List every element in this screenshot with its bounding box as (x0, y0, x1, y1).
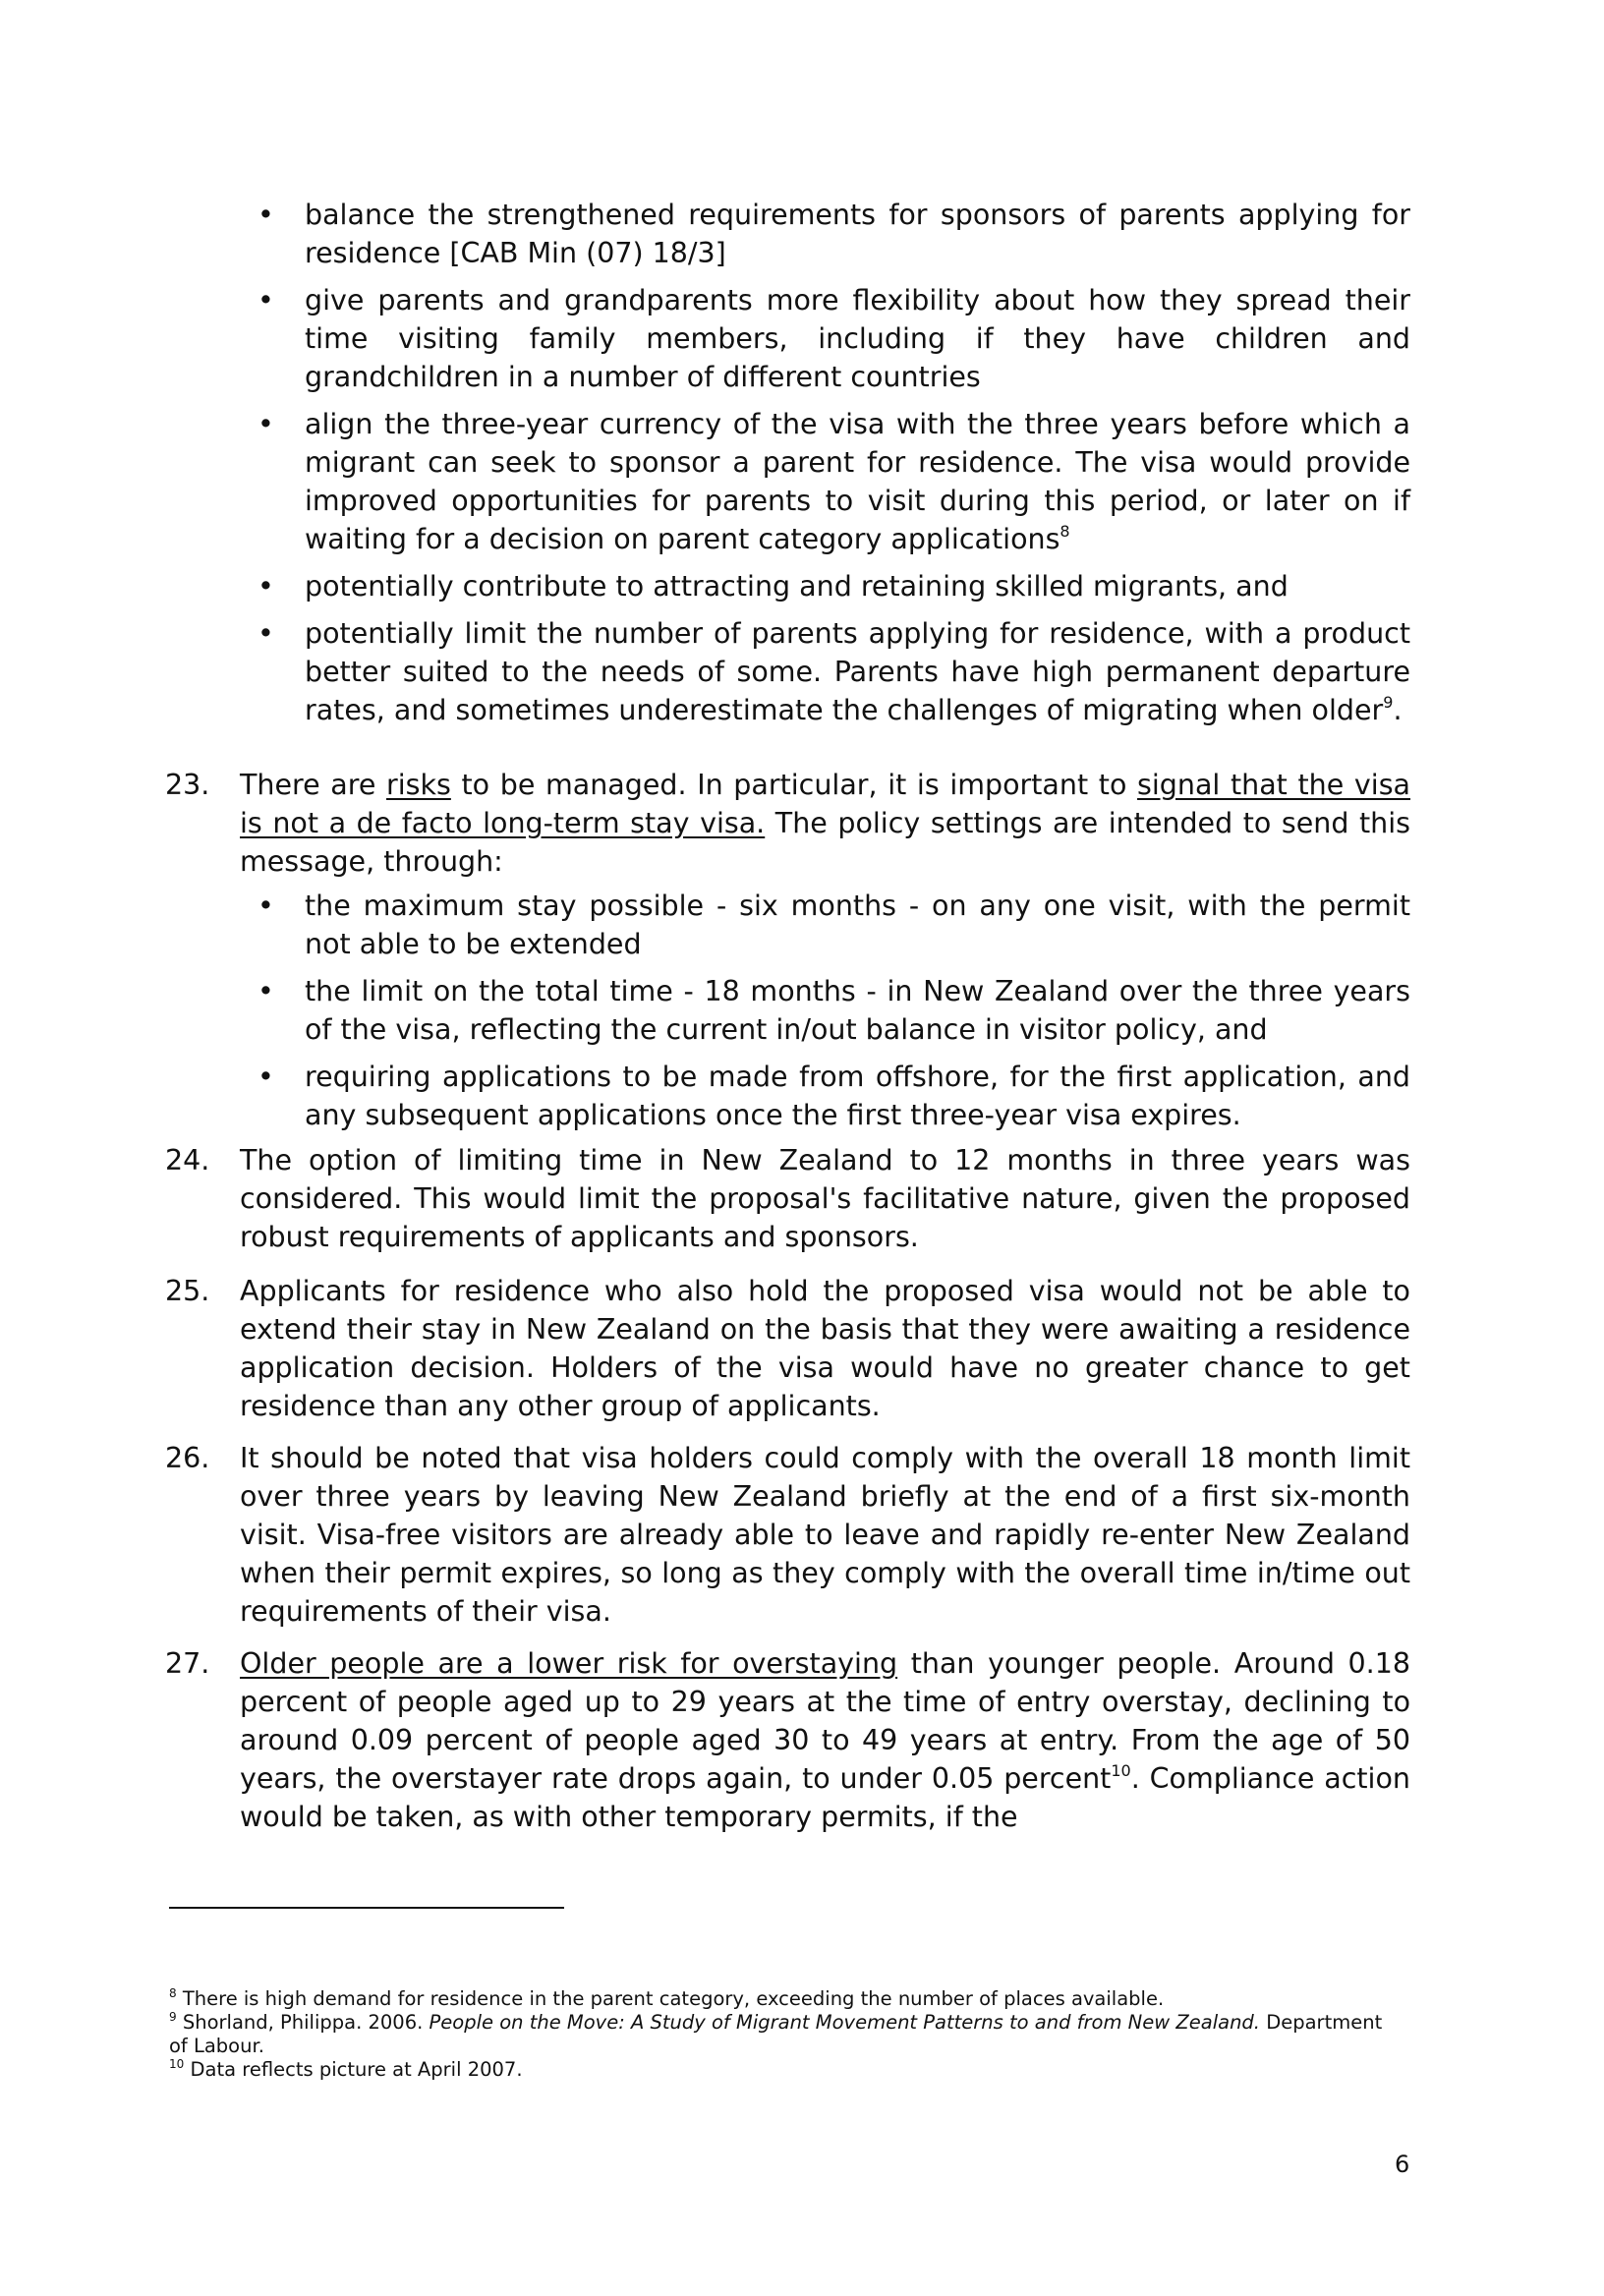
footnote-text: There is high demand for residence in the parent category, exceeding the number of places available. (176, 1987, 1165, 2010)
footnote-text: Shorland, Philippa. 2006. (176, 2011, 430, 2034)
bullet-icon: • (258, 199, 274, 231)
paragraph-26 (165, 1439, 1410, 1631)
paragraph-text: Applicants for residence who also hold the proposed visa would not be able to extend their stay in New Zealand on the basis that they were awaiting a residence application decision. Holders of the visa would have no greater chance to get residence than any other group of applicants. (240, 1275, 1410, 1422)
text-run: to be managed. In particular, it is important to (450, 769, 1138, 801)
footnote-number: 8 (169, 1986, 177, 2000)
footnotes (169, 1987, 1398, 2082)
page-number: 6 (1395, 2151, 1410, 2178)
paragraph-25 (165, 1272, 1410, 1425)
citation-title: People on the Move: A Study of Migrant Movement Patterns to and from New Zealand. (429, 2011, 1261, 2034)
footnote-text: Department of Labour. (169, 2011, 1383, 2057)
list-item-text: potentially limit the number of parents applying for residence, with a product better suited to the needs of some. Parents have high permanent departure rates, and sometimes underestimate the challenges of migrating when older (305, 617, 1410, 726)
paragraph-number: 23. (165, 769, 210, 801)
bullet-icon: • (258, 1061, 274, 1093)
list-item (258, 567, 1410, 605)
list-item (258, 1058, 1410, 1134)
footnote-number: 9 (169, 2010, 177, 2024)
footnote-number: 10 (169, 2057, 185, 2071)
footnote-ref[interactable]: 9 (1383, 693, 1394, 712)
list-item-text: give parents and grandparents more flexibility about how they spread their time visiting family members, including if they have children and grandchildren in a number of different countries (305, 284, 1410, 393)
bullet-icon: • (258, 617, 274, 650)
punctuation: . (1393, 694, 1403, 726)
list-item (258, 887, 1410, 963)
list-item-text: align the three-year currency of the visa with the three years before which a migrant can seek to sponsor a parent for residence. The visa would provide improved opportunities for parents to visit during this period, or later on if waiting for a decision on parent category applications (305, 408, 1410, 555)
text-run: than younger people. Around 0.18 percent of people aged up to 29 years at the time of entry overstay, declining to around 0.09 percent of people aged 30 to 49 years at entry. From the age of 50 years, the overstayer rate drops again, to under 0.05 percent (240, 1647, 1410, 1795)
text-run: The policy settings are intended to send this message, through: (240, 807, 1410, 878)
footnote-10 (169, 2058, 1398, 2082)
list-item (258, 972, 1410, 1049)
bullet-icon: • (258, 570, 274, 603)
list-item-text: balance the strengthened requirements for sponsors of parents applying for residence [CAB Min (07) 18/3] (305, 199, 1410, 269)
bullet-icon: • (258, 975, 274, 1007)
footnote-9 (169, 2011, 1398, 2058)
paragraph-number: 25. (165, 1275, 210, 1307)
text-run: . Compliance action would be taken, as with other temporary permits, if the (240, 1762, 1410, 1833)
bullet-icon: • (258, 890, 274, 922)
list-item-text: requiring applications to be made from offshore, for the first application, and any subsequent applications once the first three-year visa expires. (305, 1061, 1410, 1131)
paragraph-27 (165, 1644, 1410, 1836)
paragraph-number: 24. (165, 1144, 210, 1177)
paragraph-number: 26. (165, 1442, 210, 1474)
risk-measures-list (258, 887, 1410, 1134)
list-item-text: the limit on the total time - 18 months - in New Zealand over the three years of the visa, reflecting the current in/out balance in visitor policy, and (305, 975, 1410, 1046)
list-item-text: potentially contribute to attracting and retaining skilled migrants, and (305, 570, 1289, 603)
list-item-text: the maximum stay possible - six months - on any one visit, with the permit not able to be extended (305, 890, 1410, 960)
text-run: There are (240, 769, 387, 801)
list-item (258, 281, 1410, 396)
paragraph-24 (165, 1141, 1410, 1256)
paragraph-text (240, 1644, 1410, 1836)
footnote-text: Data reflects picture at April 2007. (184, 2058, 523, 2081)
underlined-text: signal that the visa is not a de facto long-term stay visa. (240, 769, 1411, 839)
bullet-icon: • (258, 408, 274, 440)
underlined-text: risks (386, 769, 451, 801)
underlined-text: Older people are a lower risk for overstaying (240, 1647, 898, 1680)
footnote-ref[interactable]: 10 (1111, 1761, 1131, 1780)
paragraph-text (240, 766, 1410, 881)
paragraph-23 (165, 766, 1410, 1143)
paragraph-text: It should be noted that visa holders could comply with the overall 18 month limit over three years by leaving New Zealand briefly at the end of a first six-month visit. Visa-free visitors are already able to leave and rapidly re-enter New Zealand when their permit expires, so long as they comply with the overall time in/time out requirements of their visa. (240, 1442, 1410, 1628)
footnote-ref[interactable]: 8 (1060, 522, 1070, 541)
list-item (258, 196, 1410, 272)
footnote-8 (169, 1987, 1398, 2011)
footnote-separator (169, 1907, 564, 1909)
intro-bullet-list (258, 196, 1410, 738)
list-item (258, 405, 1410, 558)
paragraph-number: 27. (165, 1647, 210, 1680)
bullet-icon: • (258, 284, 274, 316)
paragraph-text: The option of limiting time in New Zealand to 12 months in three years was considered. This would limit the proposal's facilitative nature, given the proposed robust requirements of applicants and sponsors. (240, 1144, 1410, 1253)
list-item (258, 614, 1410, 729)
